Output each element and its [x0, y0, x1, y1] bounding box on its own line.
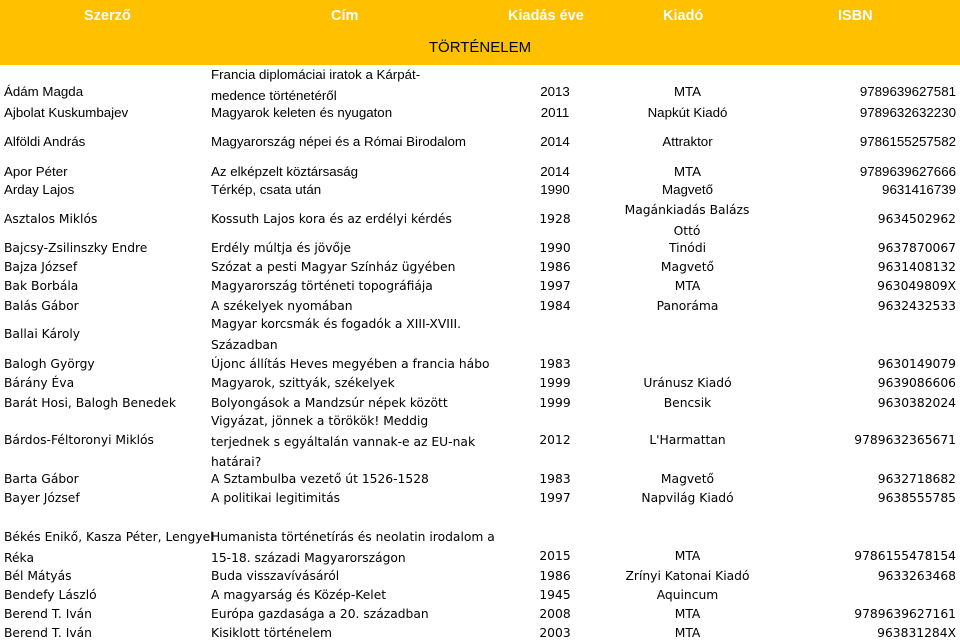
year-cell: 2008 — [539, 607, 571, 621]
table-row — [0, 132, 960, 152]
author-cell: Bárány Éva — [4, 376, 75, 390]
author-cell: Barta Gábor — [4, 472, 79, 486]
publisher-cell: Attraktor — [662, 134, 713, 149]
year-cell: 2015 — [539, 549, 571, 563]
publisher-cell: Magvető — [662, 182, 713, 197]
publisher-cell: L'Harmattan — [649, 433, 726, 447]
table-row — [0, 566, 960, 586]
table-row — [0, 102, 960, 122]
author-cell: Békés Enikő, Kasza Péter, Lengyel Réka — [4, 530, 214, 565]
year-cell: 2011 — [540, 105, 570, 120]
title-cell: Újonc állítás Heves megyében a francia hábo — [211, 357, 490, 371]
year-cell: 1990 — [540, 182, 570, 197]
column-header-isbn: ISBN — [838, 8, 873, 24]
year-cell: 2014 — [540, 134, 570, 149]
author-cell: Apor Péter — [4, 164, 68, 179]
publisher-cell: Zrínyi Katonai Kiadó — [625, 569, 750, 583]
title-cell: Az elképzelt köztársaság — [211, 164, 359, 179]
title-cell: A székelyek nyomában — [211, 299, 353, 313]
publisher-cell: MTA — [674, 279, 701, 293]
table-row — [0, 354, 960, 374]
table-row — [0, 604, 960, 624]
author-cell: Arday Lajos — [4, 182, 75, 197]
title-cell: A politikai legitimitás — [211, 491, 341, 505]
title-cell: Bolyongások a Mandzsúr népek között — [211, 396, 448, 410]
publisher-cell: Panoráma — [656, 299, 719, 313]
table-row — [0, 314, 960, 354]
column-header-publisher: Kiadó — [663, 8, 704, 24]
title-cell: Magyarok, szittyák, székelyek — [211, 376, 395, 390]
column-header-title: Cím — [331, 8, 359, 24]
isbn-cell: 963049809X — [877, 279, 956, 293]
table-row — [0, 623, 960, 641]
author-cell: Bajcsy-Zsilinszky Endre — [4, 241, 148, 255]
year-cell: 1945 — [539, 588, 571, 602]
title-cell: Térkép, csata után — [211, 182, 322, 197]
year-cell: 1986 — [539, 569, 571, 583]
title-cell: Francia diplomáciai iratok a Kárpát-medence történetéről — [211, 67, 421, 103]
column-header-year: Kiadás éve — [508, 8, 584, 24]
isbn-cell: 9789632365671 — [854, 433, 956, 447]
title-cell: Kisiklott történelem — [211, 626, 333, 640]
title-cell: Európa gazdasága a 20. században — [211, 607, 429, 621]
publisher-cell: Napkút Kiadó — [647, 105, 728, 120]
table-row — [0, 296, 960, 316]
author-cell: Barát Hosi, Balogh Benedek — [4, 396, 176, 410]
isbn-cell: 9632718682 — [877, 472, 956, 486]
table-row — [0, 257, 960, 277]
table-row — [0, 527, 960, 567]
publisher-cell: MTA — [673, 164, 702, 179]
table-row — [0, 585, 960, 605]
author-cell: Bajza József — [4, 260, 78, 274]
year-cell: 2014 — [540, 164, 570, 179]
isbn-cell: 9789632632230 — [859, 105, 956, 120]
table-row — [0, 469, 960, 489]
isbn-cell: 9786155478154 — [854, 549, 956, 563]
isbn-cell: 9638555785 — [877, 491, 956, 505]
isbn-cell: 9789639627161 — [854, 607, 956, 621]
table-row — [0, 373, 960, 393]
isbn-cell: 9639086606 — [877, 376, 956, 390]
year-cell: 2013 — [540, 84, 570, 99]
author-cell: Balogh György — [4, 357, 95, 371]
year-cell: 1999 — [539, 376, 571, 390]
publisher-cell: Magvető — [660, 472, 715, 486]
title-cell: Magyarország népei és a Római Birodalom — [211, 134, 466, 149]
publisher-cell: Magvető — [660, 260, 715, 274]
year-cell: 1986 — [539, 260, 571, 274]
author-cell: Ajbolat Kuskumbajev — [4, 105, 129, 120]
year-cell: 1983 — [539, 357, 571, 371]
year-cell: 1984 — [539, 299, 571, 313]
table-row — [0, 488, 960, 508]
publisher-cell: MTA — [674, 549, 701, 563]
table-row — [0, 162, 960, 182]
author-cell: Balás Gábor — [4, 299, 79, 313]
table-header — [0, 0, 960, 65]
publisher-cell: Aquincum — [656, 588, 719, 602]
author-cell: Bayer József — [4, 491, 80, 505]
author-cell: Bak Borbála — [4, 279, 79, 293]
author-cell: Ádám Magda — [4, 84, 84, 99]
publisher-cell: Uránusz Kiadó — [643, 376, 732, 390]
year-cell: 2003 — [539, 626, 571, 640]
author-cell: Berend T. Iván — [4, 607, 92, 621]
author-cell: Asztalos Miklós — [4, 212, 98, 226]
year-cell: 1990 — [539, 241, 571, 255]
isbn-cell: 9786155257582 — [859, 134, 956, 149]
author-cell: Alföldi András — [4, 134, 86, 149]
isbn-cell: 9630382024 — [877, 396, 956, 410]
isbn-cell: 9789639627666 — [859, 164, 956, 179]
title-cell: Buda visszavívásáról — [211, 569, 340, 583]
publisher-cell: MTA — [674, 607, 701, 621]
title-cell: Humanista történetírás és neolatin irodalom a 15-18. századi Magyarországon — [211, 530, 495, 565]
title-cell: Szózat a pesti Magyar Színház ügyében — [211, 260, 456, 274]
title-cell: Magyarok keleten és nyugaton — [211, 105, 393, 120]
year-cell: 1928 — [539, 212, 571, 226]
isbn-cell: 9637870067 — [877, 241, 956, 255]
isbn-cell: 9789639627581 — [859, 84, 956, 99]
isbn-cell: 9634502962 — [877, 212, 956, 226]
isbn-cell: 963831284X — [877, 626, 956, 640]
publisher-cell: Bencsik — [663, 396, 712, 410]
year-cell: 1997 — [539, 491, 571, 505]
isbn-cell: 9630149079 — [877, 357, 956, 371]
year-cell: 1999 — [539, 396, 571, 410]
isbn-cell: 9632432533 — [877, 299, 956, 313]
author-cell: Bárdos-Féltoronyi Miklós — [4, 433, 154, 447]
author-cell: Bél Mátyás — [4, 569, 72, 583]
author-cell: Ballai Károly — [4, 327, 81, 341]
table-row — [0, 65, 960, 102]
publisher-cell: MTA — [674, 626, 701, 640]
publisher-cell: Tinódi — [668, 241, 707, 255]
table-row — [0, 200, 960, 240]
table-row — [0, 238, 960, 258]
year-cell: 2012 — [539, 433, 571, 447]
publisher-cell: MTA — [673, 84, 702, 99]
author-cell: Bendefy László — [4, 588, 97, 602]
publisher-cell: Napvilág Kiadó — [641, 491, 734, 505]
title-cell: Kossuth Lajos kora és az erdélyi kérdés — [211, 212, 452, 226]
title-cell: Magyarország történeti topográfiája — [211, 279, 433, 293]
table-row — [0, 276, 960, 296]
section-title: TÖRTÉNELEM — [428, 39, 532, 56]
title-cell: Erdély múltja és jövője — [211, 241, 352, 255]
publisher-cell: Magánkiadás Balázs Ottó — [624, 203, 750, 238]
table-row — [0, 180, 960, 200]
table-row — [0, 393, 960, 413]
title-cell: Vigyázat, jönnek a törökök! Meddig terjednek s egyáltalán vannak-e az EU-nak határai? — [211, 414, 476, 469]
title-cell: A magyarság és Közép-Kelet — [211, 588, 387, 602]
column-header-author: Szerző — [84, 8, 131, 24]
year-cell: 1983 — [539, 472, 571, 486]
isbn-cell: 9631408132 — [877, 260, 956, 274]
author-cell: Berend T. Iván — [4, 626, 92, 640]
year-cell: 1997 — [539, 279, 571, 293]
isbn-cell: 9633263468 — [877, 569, 956, 583]
title-cell: Magyar korcsmák és fogadók a XIII-XVIII. Században — [211, 317, 462, 352]
table-row — [0, 413, 960, 470]
isbn-cell: 9631416739 — [882, 182, 956, 197]
title-cell: A Sztambulba vezető út 1526-1528 — [211, 472, 429, 486]
